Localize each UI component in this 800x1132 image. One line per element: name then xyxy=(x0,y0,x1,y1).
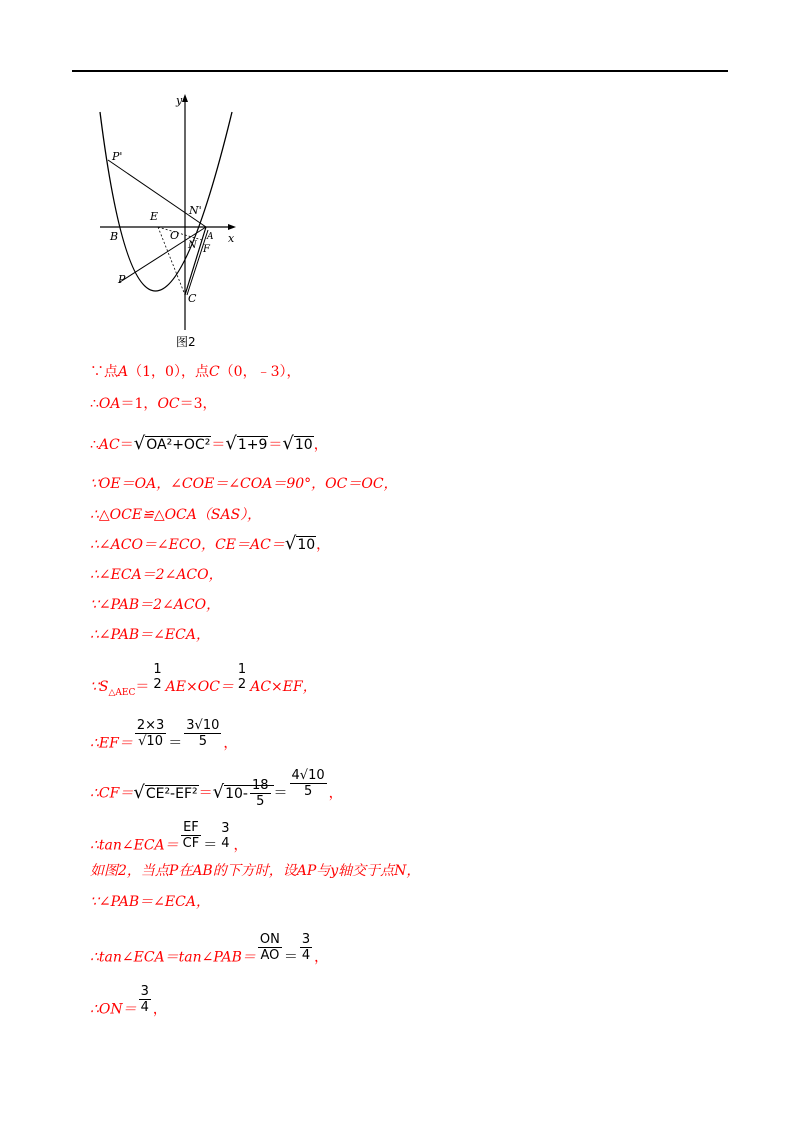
fraction-ef-1: $\frac{2\times 3}{√10}$ xyxy=(136,718,165,749)
label-e: E xyxy=(150,210,159,223)
sqrt-1-9: √1+9 xyxy=(225,433,268,454)
label-a: A xyxy=(207,232,214,242)
label-f: F xyxy=(203,244,210,255)
fraction-half-2: 1 2 xyxy=(237,662,247,692)
label-n-prime: N' xyxy=(189,204,202,217)
solution-line-9: ∴∠PAB＝∠ECA， xyxy=(90,627,210,643)
fraction-on-ao: $\frac{ON}{AO}$ xyxy=(259,932,280,963)
fraction-3-4-a: 3 4 xyxy=(221,820,230,851)
sqrt-ce-ef: √CE²-EF² xyxy=(133,781,198,803)
solution-line-12: ∴CF＝√CE²-EF²＝√10- $\frac{18}{5}$ ＝ $\frac{4√10}{5}$ ， xyxy=(90,768,343,809)
solution-line-10: $\because S_{\triangle AEC}=$ 1 2 AE×OC＝ 1 2 AC×EF， xyxy=(90,662,317,698)
solution-line-8: ∵∠PAB＝2∠ACO， xyxy=(90,597,221,613)
solution-line-7: ∴∠ECA＝2∠ACO， xyxy=(90,567,223,583)
solution-line-17: ∴ON＝ $\frac{3}{4}$ ， xyxy=(90,984,167,1018)
sqrt-oa-oc: √OA²+OC² xyxy=(133,433,211,454)
solution-line-2: ∴OA＝1，OC＝3， xyxy=(90,396,217,412)
solution-line-11: ∴EF＝ $\frac{2\times 3}{√10}$ ＝ $\frac{3√10}{5}$ ， xyxy=(90,718,238,752)
label-c: C xyxy=(188,292,197,305)
fraction-18-5: $\frac{18}{5}$ xyxy=(251,778,269,809)
sqrt-10-b: √10 xyxy=(284,533,316,554)
fraction-half-1: 1 2 xyxy=(153,662,162,692)
solution-line-14: 如图2，当点P在AB的下方时，设AP与y轴交于点N， xyxy=(90,863,421,879)
label-x: x xyxy=(228,232,235,245)
header-rule xyxy=(72,70,728,72)
solution-line-16: ∴tan∠ECA＝tan∠PAB＝ $\frac{ON}{AO}$ ＝ $\frac{3}{4}$ ， xyxy=(90,932,329,966)
solution-line-6: ∴∠ACO＝∠ECO，CE＝AC＝√10， xyxy=(90,533,331,554)
sqrt-10: √10 xyxy=(282,433,313,454)
parabola-figure xyxy=(90,90,250,352)
label-b: B xyxy=(110,230,119,243)
label-o: O xyxy=(170,229,180,242)
label-y: y xyxy=(176,94,183,107)
fraction-cf: $\frac{4√10}{5}$ xyxy=(291,768,325,799)
fraction-ef-cf: $\frac{EF}{CF}$ xyxy=(182,820,200,851)
label-p-prime: P' xyxy=(112,150,123,163)
label-n: N xyxy=(188,240,197,251)
solution-line-3: ∴AC＝√OA²+OC²＝√1+9＝√10， xyxy=(90,433,328,454)
solution-line-13: ∴tan∠ECA＝ $\frac{EF}{CF}$ ＝ 3 4 ， xyxy=(90,820,248,854)
solution-line-5: ∴△OCE≌△OCA（SAS）， xyxy=(90,507,262,523)
label-p: P xyxy=(118,273,126,286)
fraction-3-4-c: $\frac{3}{4}$ xyxy=(140,984,149,1015)
fraction-ef-2: $\frac{3√10}{5}$ xyxy=(186,718,220,749)
solution-line-1: ∵点A（1，0），点C（0，﹣3）， xyxy=(90,364,301,380)
solution-line-4: ∵OE＝OA，∠COE＝∠COA＝90°，OC＝OC， xyxy=(90,476,398,492)
fraction-3-4-b: $\frac{3}{4}$ xyxy=(301,932,311,963)
solution-line-15: ∵∠PAB＝∠ECA， xyxy=(90,894,210,910)
sqrt-10-minus: √10- $\frac{18}{5}$ xyxy=(213,778,274,809)
figure-caption: 图2 xyxy=(176,335,196,349)
